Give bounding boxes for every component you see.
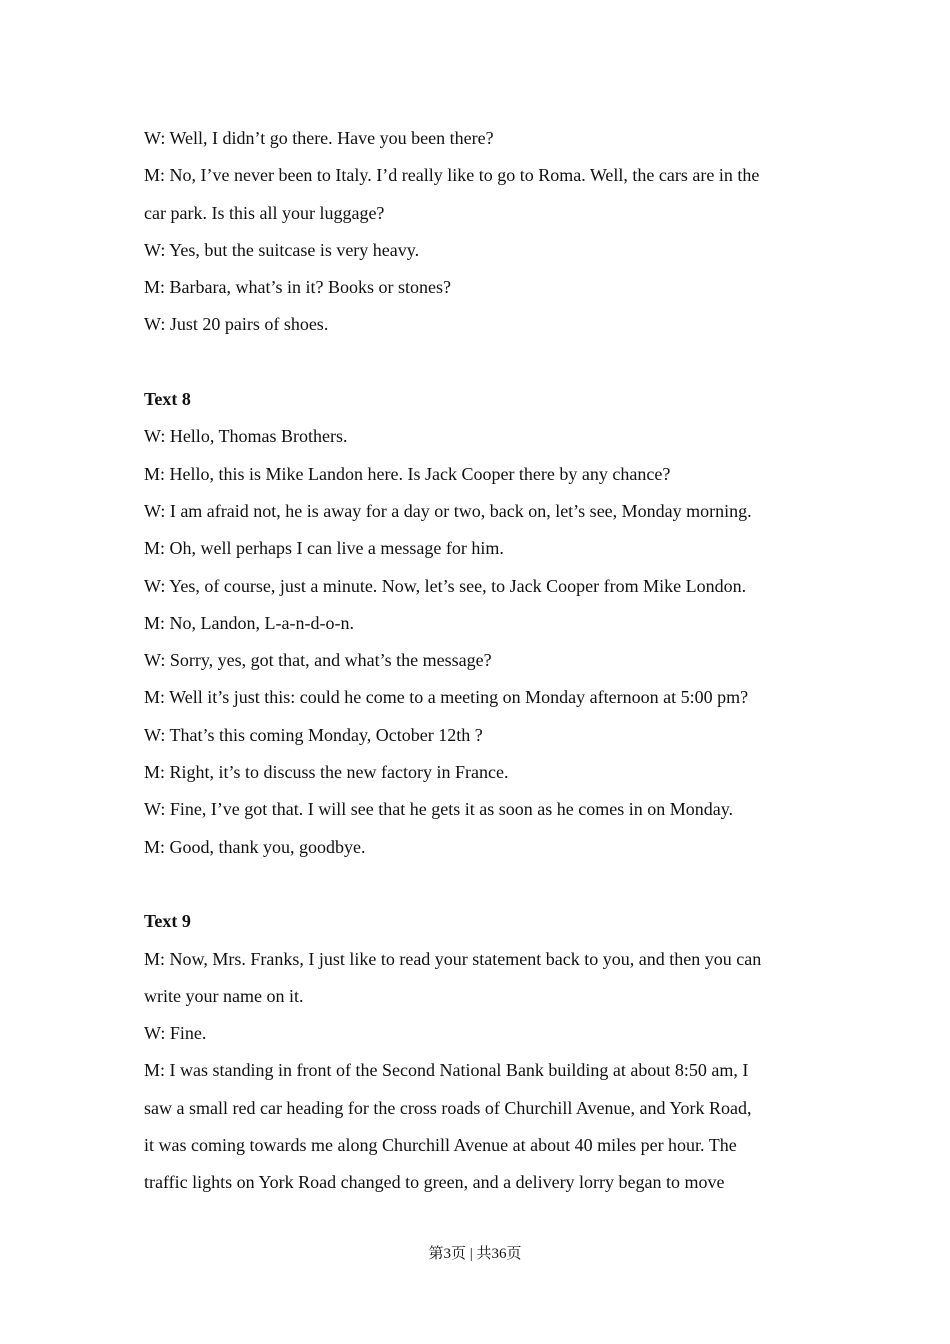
dialogue-line: W: Hello, Thomas Brothers. <box>144 426 348 447</box>
dialogue-block-continued <box>144 120 824 344</box>
dialogue-line: M: I was standing in front of the Second National Bank building at about 8:50 am, I <box>144 1060 749 1081</box>
section-spacer <box>144 344 824 381</box>
dialogue-line: W: Sorry, yes, got that, and what’s the message? <box>144 650 492 671</box>
document-page <box>144 120 824 1202</box>
dialogue-line: W: Yes, but the suitcase is very heavy. <box>144 239 420 260</box>
dialogue-line: W: Yes, of course, just a minute. Now, let’s see, to Jack Cooper from Mike London. <box>144 575 747 596</box>
dialogue-line: write your name on it. <box>144 985 304 1006</box>
dialogue-line: M: Hello, this is Mike Landon here. Is Jack Cooper there by any chance? <box>144 463 671 484</box>
dialogue-line: it was coming towards me along Churchill Avenue at about 40 miles per hour. The <box>144 1135 737 1156</box>
dialogue-line: traffic lights on York Road changed to green, and a delivery lorry began to move <box>144 1172 725 1193</box>
dialogue-line: car park. Is this all your luggage? <box>144 202 385 223</box>
dialogue-line: M: No, I’ve never been to Italy. I’d really like to go to Roma. Well, the cars are in the <box>144 165 760 186</box>
dialogue-line: M: Now, Mrs. Franks, I just like to read your statement back to you, and then you can <box>144 948 762 969</box>
dialogue-line: W: Just 20 pairs of shoes. <box>144 314 329 335</box>
dialogue-line: W: I am afraid not, he is away for a day or two, back on, let’s see, Monday morning. <box>144 500 752 521</box>
dialogue-line: W: Well, I didn’t go there. Have you been there? <box>144 128 494 148</box>
text9-section <box>144 903 824 1201</box>
dialogue-line: W: Fine. <box>144 1023 207 1044</box>
section-heading: Text 9 <box>144 911 191 932</box>
dialogue-line: W: That’s this coming Monday, October 12th ? <box>144 724 483 745</box>
dialogue-line: M: Good, thank you, goodbye. <box>144 836 366 857</box>
dialogue-line: M: No, Landon, L-a-n-d-o-n. <box>144 612 354 633</box>
dialogue-line: M: Barbara, what’s in it? Books or stones? <box>144 277 451 298</box>
dialogue-line: saw a small red car heading for the cross roads of Churchill Avenue, and York Road, <box>144 1097 752 1118</box>
section-heading: Text 8 <box>144 389 191 410</box>
dialogue-line: M: Well it’s just this: could he come to a meeting on Monday afternoon at 5:00 pm? <box>144 687 749 708</box>
dialogue-line: M: Oh, well perhaps I can live a message for him. <box>144 538 504 559</box>
text8-section <box>144 381 824 866</box>
page-footer: 第3页 | 共36页 <box>428 1246 522 1262</box>
dialogue-line: W: Fine, I’ve got that. I will see that he gets it as soon as he comes in on Monday. <box>144 799 734 820</box>
section-spacer <box>144 866 824 903</box>
dialogue-line: M: Right, it’s to discuss the new factory in France. <box>144 762 509 783</box>
